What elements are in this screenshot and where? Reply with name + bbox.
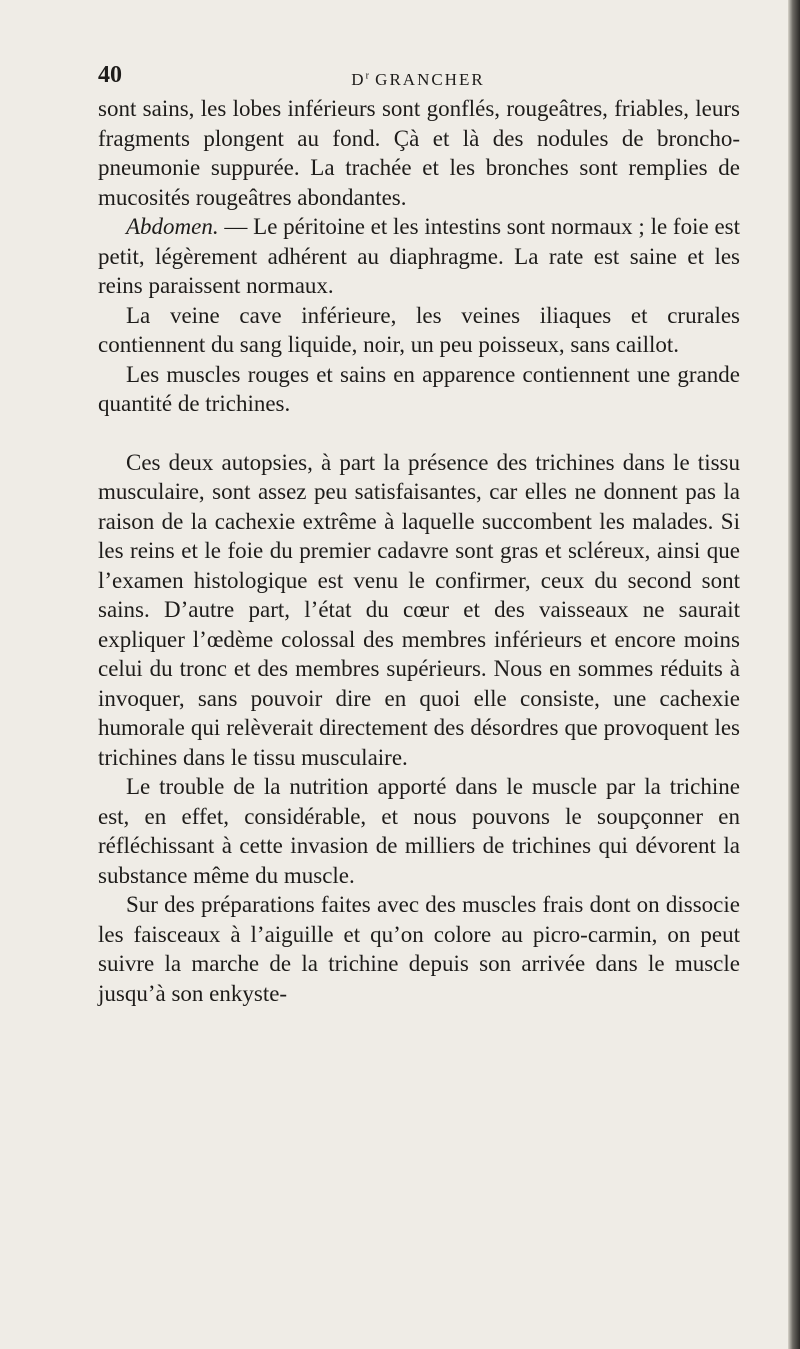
running-head	[98, 70, 738, 90]
paragraph-abdomen	[98, 212, 740, 301]
page-number: 40	[98, 62, 122, 88]
body-text	[98, 94, 740, 1008]
section-lead: Abdomen.	[126, 214, 219, 239]
paragraph: sont sains, les lobes inférieurs sont gonflés, rougeâtres, friables, leurs fragments plongent au fond. Çà et là des nodules de broncho-pneumonie suppurée. La trachée et les bronches sont remplies de mucosités rougeâtres abondantes.	[98, 96, 740, 210]
paragraph: Le trouble de la nutrition apporté dans le muscle par la trichine est, en effet, considérable, et nous pouvons le soupçonner en réfléchissant à cette invasion de milliers de trichines qui dévorent la substance même du muscle.	[98, 774, 740, 888]
author-sup: r	[365, 70, 369, 82]
page-edge	[788, 0, 800, 1349]
paragraph: La veine cave inférieure, les veines iliaques et crurales contiennent du sang liquide, noir, un peu poisseux, sans caillot.	[98, 302, 740, 357]
author-name: GRANCHER	[375, 70, 485, 89]
paragraph: Sur des préparations faites avec des muscles frais dont on dissocie les faisceaux à l’aiguille et qu’on colore au picro-carmin, on peut suivre la marche de la trichine depuis son arrivée dans le muscle jusqu’à son enkyste-	[98, 892, 740, 1006]
paragraph: Les muscles rouges et sains en apparence contiennent une grande quantité de trichines.	[98, 361, 740, 416]
paragraph-text: — Le péritoine et les intestins sont normaux ; le foie est petit, légèrement adhérent au diaphragme. La rate est saine et les reins paraissent normaux.	[98, 214, 740, 298]
page-header	[98, 62, 738, 96]
author-prefix: D	[351, 70, 366, 89]
paragraph: Ces deux autopsies, à part la présence des trichines dans le tissu musculaire, sont assez peu satisfaisantes, car elles ne donnent pas la raison de la cachexie extrême à laquelle succombent les malades. Si les reins et le foie du premier cadavre sont gras et scléreux, ainsi que l’examen histologique est venu le confirmer, ceux du second sont sains. D’autre part, l’état du cœur et des vaisseaux ne saurait expliquer l’œdème colossal des membres inférieurs et encore moins celui du tronc et des membres supérieurs. Nous en sommes réduits à invoquer, sans pouvoir dire en quoi elle consiste, une cachexie humorale qui relèverait directement des désordres que provoquent les trichines dans le tissu musculaire.	[98, 449, 740, 770]
